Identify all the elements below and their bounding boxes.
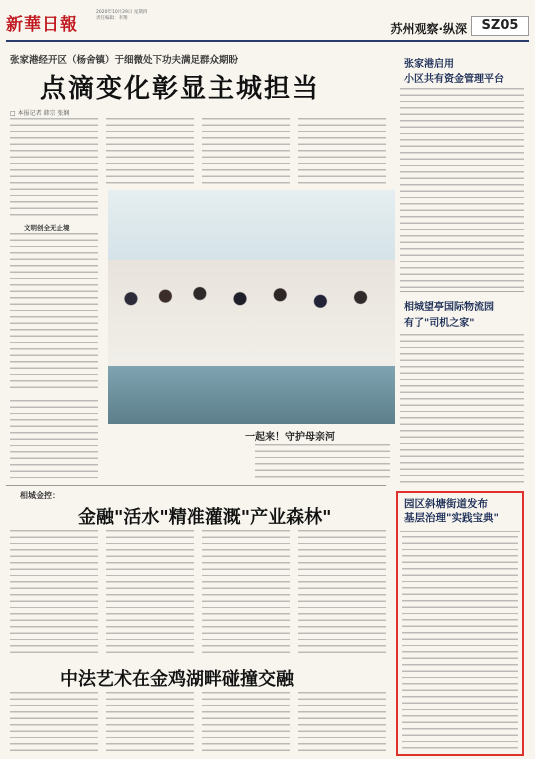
bottom-story-headline: 中法艺术在金鸡湖畔碰撞交融 <box>60 669 294 690</box>
middle-story-body-col2 <box>106 530 194 655</box>
middle-section-rule <box>6 485 386 486</box>
right-story-2-title-line2: 有了"司机之家" <box>404 318 475 329</box>
main-story-body-col1b <box>10 233 98 393</box>
middle-story-body-col3 <box>202 530 290 655</box>
news-photo-volunteers <box>108 190 395 424</box>
main-story-byline: □ 本报记者 韩宗 张娴 <box>10 110 70 117</box>
main-story-body-col2 <box>106 118 194 186</box>
right-story-1-title-line1: 张家港启用 <box>404 59 454 70</box>
highlighted-story-title <box>404 497 520 525</box>
main-story-kicker: 张家港经开区（杨舍镇）于细微处下功夫满足群众期盼 <box>10 55 239 66</box>
page-header <box>6 4 529 44</box>
main-story-body-col1c <box>10 400 98 480</box>
right-story-divider <box>400 291 524 292</box>
middle-story-body-col1 <box>10 530 98 655</box>
issue-editor: 责任编辑：李翔 <box>96 16 128 21</box>
highlighted-story-title-line2: 基层治理"实践宝典" <box>404 512 499 524</box>
highlighted-story-divider <box>400 531 520 532</box>
section-code: SZ05 <box>471 16 529 36</box>
right-story-2-title-line1: 相城望亭国际物流园 <box>404 302 494 313</box>
newspaper-logo: 新華日報 <box>6 15 78 35</box>
issue-info <box>96 10 147 22</box>
main-story-headline: 点滴变化彰显主城担当 <box>40 74 321 104</box>
bottom-story-body-col3 <box>202 692 290 754</box>
main-story-body-col3 <box>202 118 290 186</box>
middle-story-kicker: 相城金控： <box>20 490 60 500</box>
right-story-1-title-line2: 小区共有资金管理平台 <box>404 74 504 85</box>
photo-caption-title: 一起来！守护母亲河 <box>245 432 335 443</box>
issue-date: 2020年10月29日 星期四 <box>96 10 148 15</box>
section-name: 苏州观察·纵深 <box>390 22 467 36</box>
photo-caption-lines <box>255 444 390 480</box>
highlighted-story-title-line1: 园区斜塘街道发布 <box>404 498 488 510</box>
main-story-subhead-1: 文明创全无止境 <box>24 224 70 232</box>
right-story-2-body <box>400 334 524 484</box>
bottom-story-body-col4 <box>298 692 386 754</box>
bottom-story-body-col2 <box>106 692 194 754</box>
middle-story-body-col4 <box>298 530 386 655</box>
middle-story-headline: 金融"活水"精准灌溉"产业森林" <box>78 507 332 528</box>
right-story-1-body <box>400 88 524 288</box>
highlighted-story-body <box>402 536 518 750</box>
header-rule <box>6 40 529 42</box>
main-story-body-col1 <box>10 118 98 218</box>
bottom-story-body-col1 <box>10 692 98 754</box>
main-story-body-col4 <box>298 118 386 186</box>
